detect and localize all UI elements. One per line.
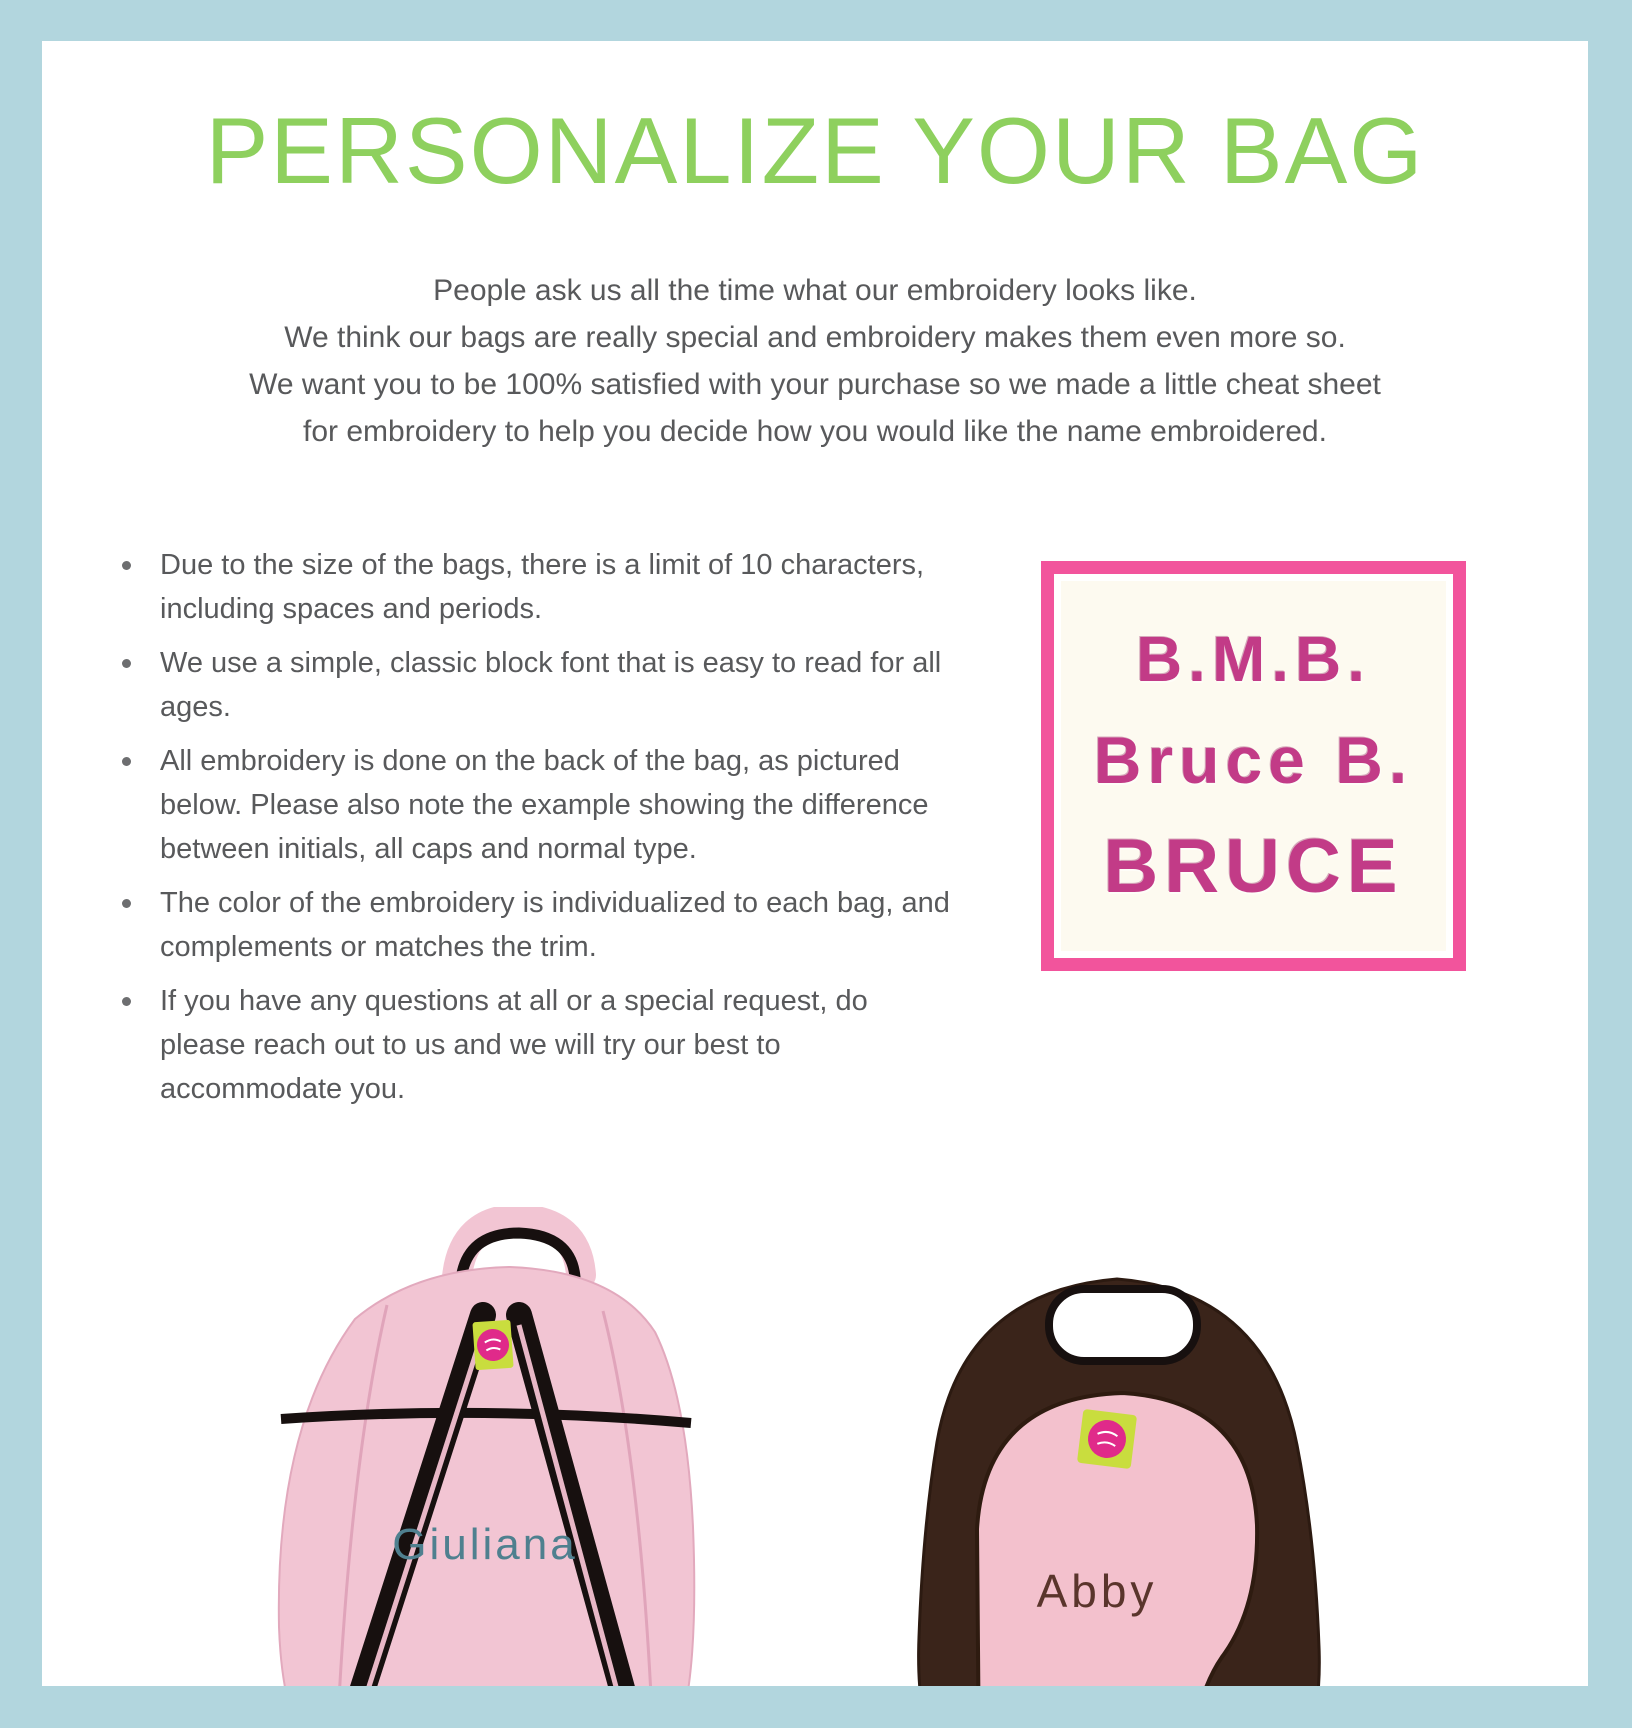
embroidery-notes-list xyxy=(114,543,998,1121)
list-item-text: All embroidery is done on the back of the bag, as pictured below. Please also note the example showing the difference between initials, all caps and normal type. xyxy=(160,745,929,865)
list-item xyxy=(160,739,952,871)
embroidery-sample-initials: B.M.B. xyxy=(1135,623,1372,695)
intro-paragraph xyxy=(42,267,1588,455)
list-item-text: Due to the size of the bags, there is a limit of 10 characters, including spaces and periods. xyxy=(160,549,925,625)
intro-line: for embroidery to help you decide how you would like the name embroidered. xyxy=(303,415,1327,448)
list-item xyxy=(160,543,952,631)
bullet-dot xyxy=(122,899,131,908)
brand-logo-patch xyxy=(472,1320,513,1371)
list-item-text: The color of the embroidery is individualized to each bag, and complements or matches the trim. xyxy=(160,887,950,963)
brand-logo-patch xyxy=(1077,1409,1137,1469)
page-content xyxy=(42,41,1588,1686)
list-item xyxy=(160,979,952,1111)
intro-line: We think our bags are really special and embroidery makes them even more so. xyxy=(284,321,1346,354)
lunch-bag-embroidered-name: Abby xyxy=(1036,1565,1158,1617)
intro-line: We want you to be 100% satisfied with your purchase so we made a little cheat sheet xyxy=(249,368,1381,401)
list-item-text: We use a simple, classic block font that is easy to read for all ages. xyxy=(160,647,942,723)
embroidery-sample-box xyxy=(1041,561,1466,971)
backpack-photo xyxy=(235,1207,735,1686)
lunch-bag-handle-cutout xyxy=(1049,1289,1197,1361)
bullet-dot xyxy=(122,997,131,1006)
embroidery-sample-normal: Bruce B. xyxy=(1093,723,1414,797)
bullet-dot xyxy=(122,561,131,570)
bullet-dot xyxy=(122,757,131,766)
lunch-bag-photo xyxy=(845,1207,1395,1686)
backpack-embroidered-name: Giuliana xyxy=(392,1520,578,1569)
list-item-text: If you have any questions at all or a special request, do please reach out to us and we will try our best to accommodate you. xyxy=(160,985,868,1105)
embroidery-sample-caps: BRUCE xyxy=(1103,824,1404,909)
list-item xyxy=(160,641,952,729)
page-title: PERSONALIZE YOUR BAG xyxy=(205,98,1425,203)
intro-line: People ask us all the time what our embroidery looks like. xyxy=(433,274,1197,307)
bag-photos xyxy=(42,1207,1588,1686)
info-section xyxy=(42,543,1588,1121)
list-item xyxy=(160,881,952,969)
bullet-dot xyxy=(122,659,131,668)
